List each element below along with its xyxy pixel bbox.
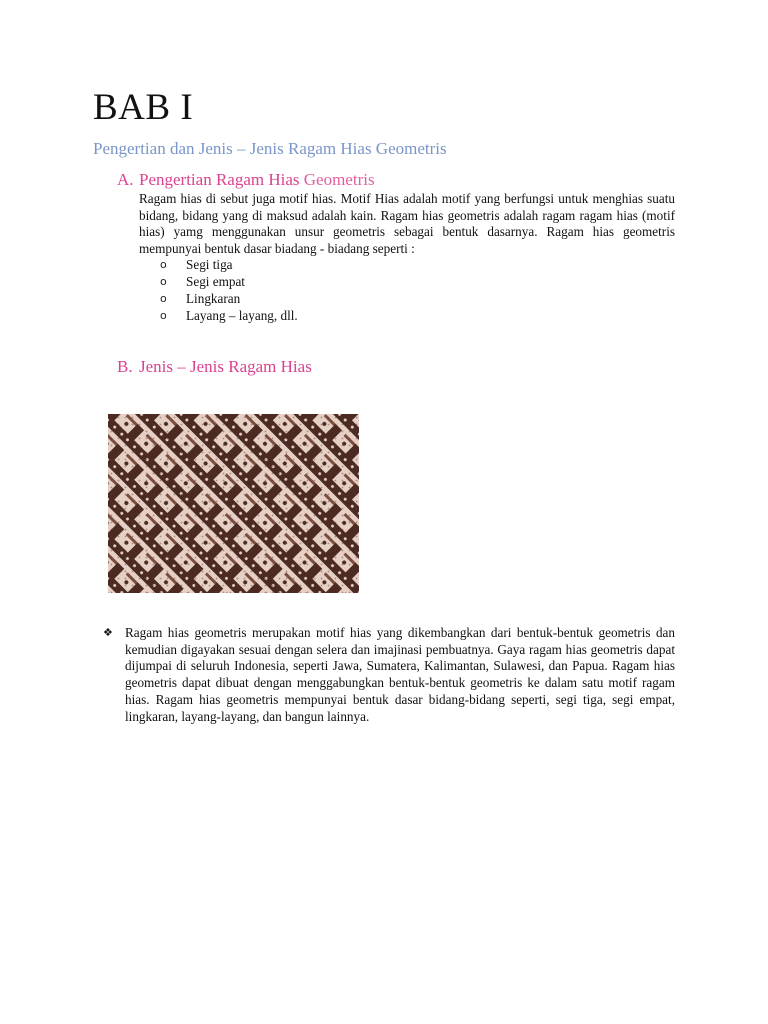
list-item-text: Segi empat [186,273,245,289]
chapter-title: BAB I [93,87,194,128]
section-b-paragraph: Ragam hias geometris merupakan motif hias yang dikembangkan dari bentuk-bentuk geometris dan kemudian digayakan sesuai dengan selera dan imajinasi pembuatnya. Gaya ragam hias geometris dapat dijumpai di seluruh Indonesia, seperti Jawa, Sumatera, Kalimantan, Sulawesi, dan Papua. Ragam hias geometris dapat dibuat dengan menggabungkan bentuk-bentuk geometris ke dalam satu motif ragam hias. Ragam hias geometris mempunyai bentuk dasar bidang-bidang seperti, segi tiga, segi empat, lingkaran, layang-layang, dan bangun lainnya. [125,625,675,724]
document-subtitle: Pengertian dan Jenis – Jenis Ragam Hias Geometris [93,139,447,158]
section-b-heading [117,357,312,377]
list-item [160,274,298,291]
list-bullet-icon: o [160,291,167,305]
section-a-letter: A. [117,170,134,189]
shape-list [160,257,298,325]
section-b-bullet-block [103,625,675,725]
list-bullet-icon: o [160,258,167,271]
section-a-heading [117,170,375,190]
list-item [160,291,298,308]
section-b-heading-text: Jenis – Jenis Ragam Hias [139,357,312,376]
list-item-text: Layang – layang, dll. [186,307,298,323]
section-a-heading-main: Pengertian Ragam Hias [139,170,300,189]
batik-geometric-pattern-image [108,414,359,593]
list-item [160,257,298,274]
list-item [160,308,298,325]
list-item-text: Segi tiga [186,257,233,272]
diamond-bullet-icon: ❖ [103,626,113,639]
section-a-heading-tail: Geometris [303,170,375,189]
section-b-letter: B. [117,357,133,376]
list-bullet-icon: o [160,308,167,322]
section-a-paragraph: Ragam hias di sebut juga motif hias. Motif Hias adalah motif yang berfungsi untuk menghias suatu bidang, bidang yang di maksud adalah kain. Ragam hias geometris adalah ragam ragam hias (motif hias) yamg menggunakan unsur geometris sebagai bentuk dasarnya. Ragam hias geometris mempunyai bentuk dasar biadang - biadang seperti : [139,191,675,257]
list-bullet-icon: o [160,274,167,288]
list-item-text: Lingkaran [186,290,241,306]
